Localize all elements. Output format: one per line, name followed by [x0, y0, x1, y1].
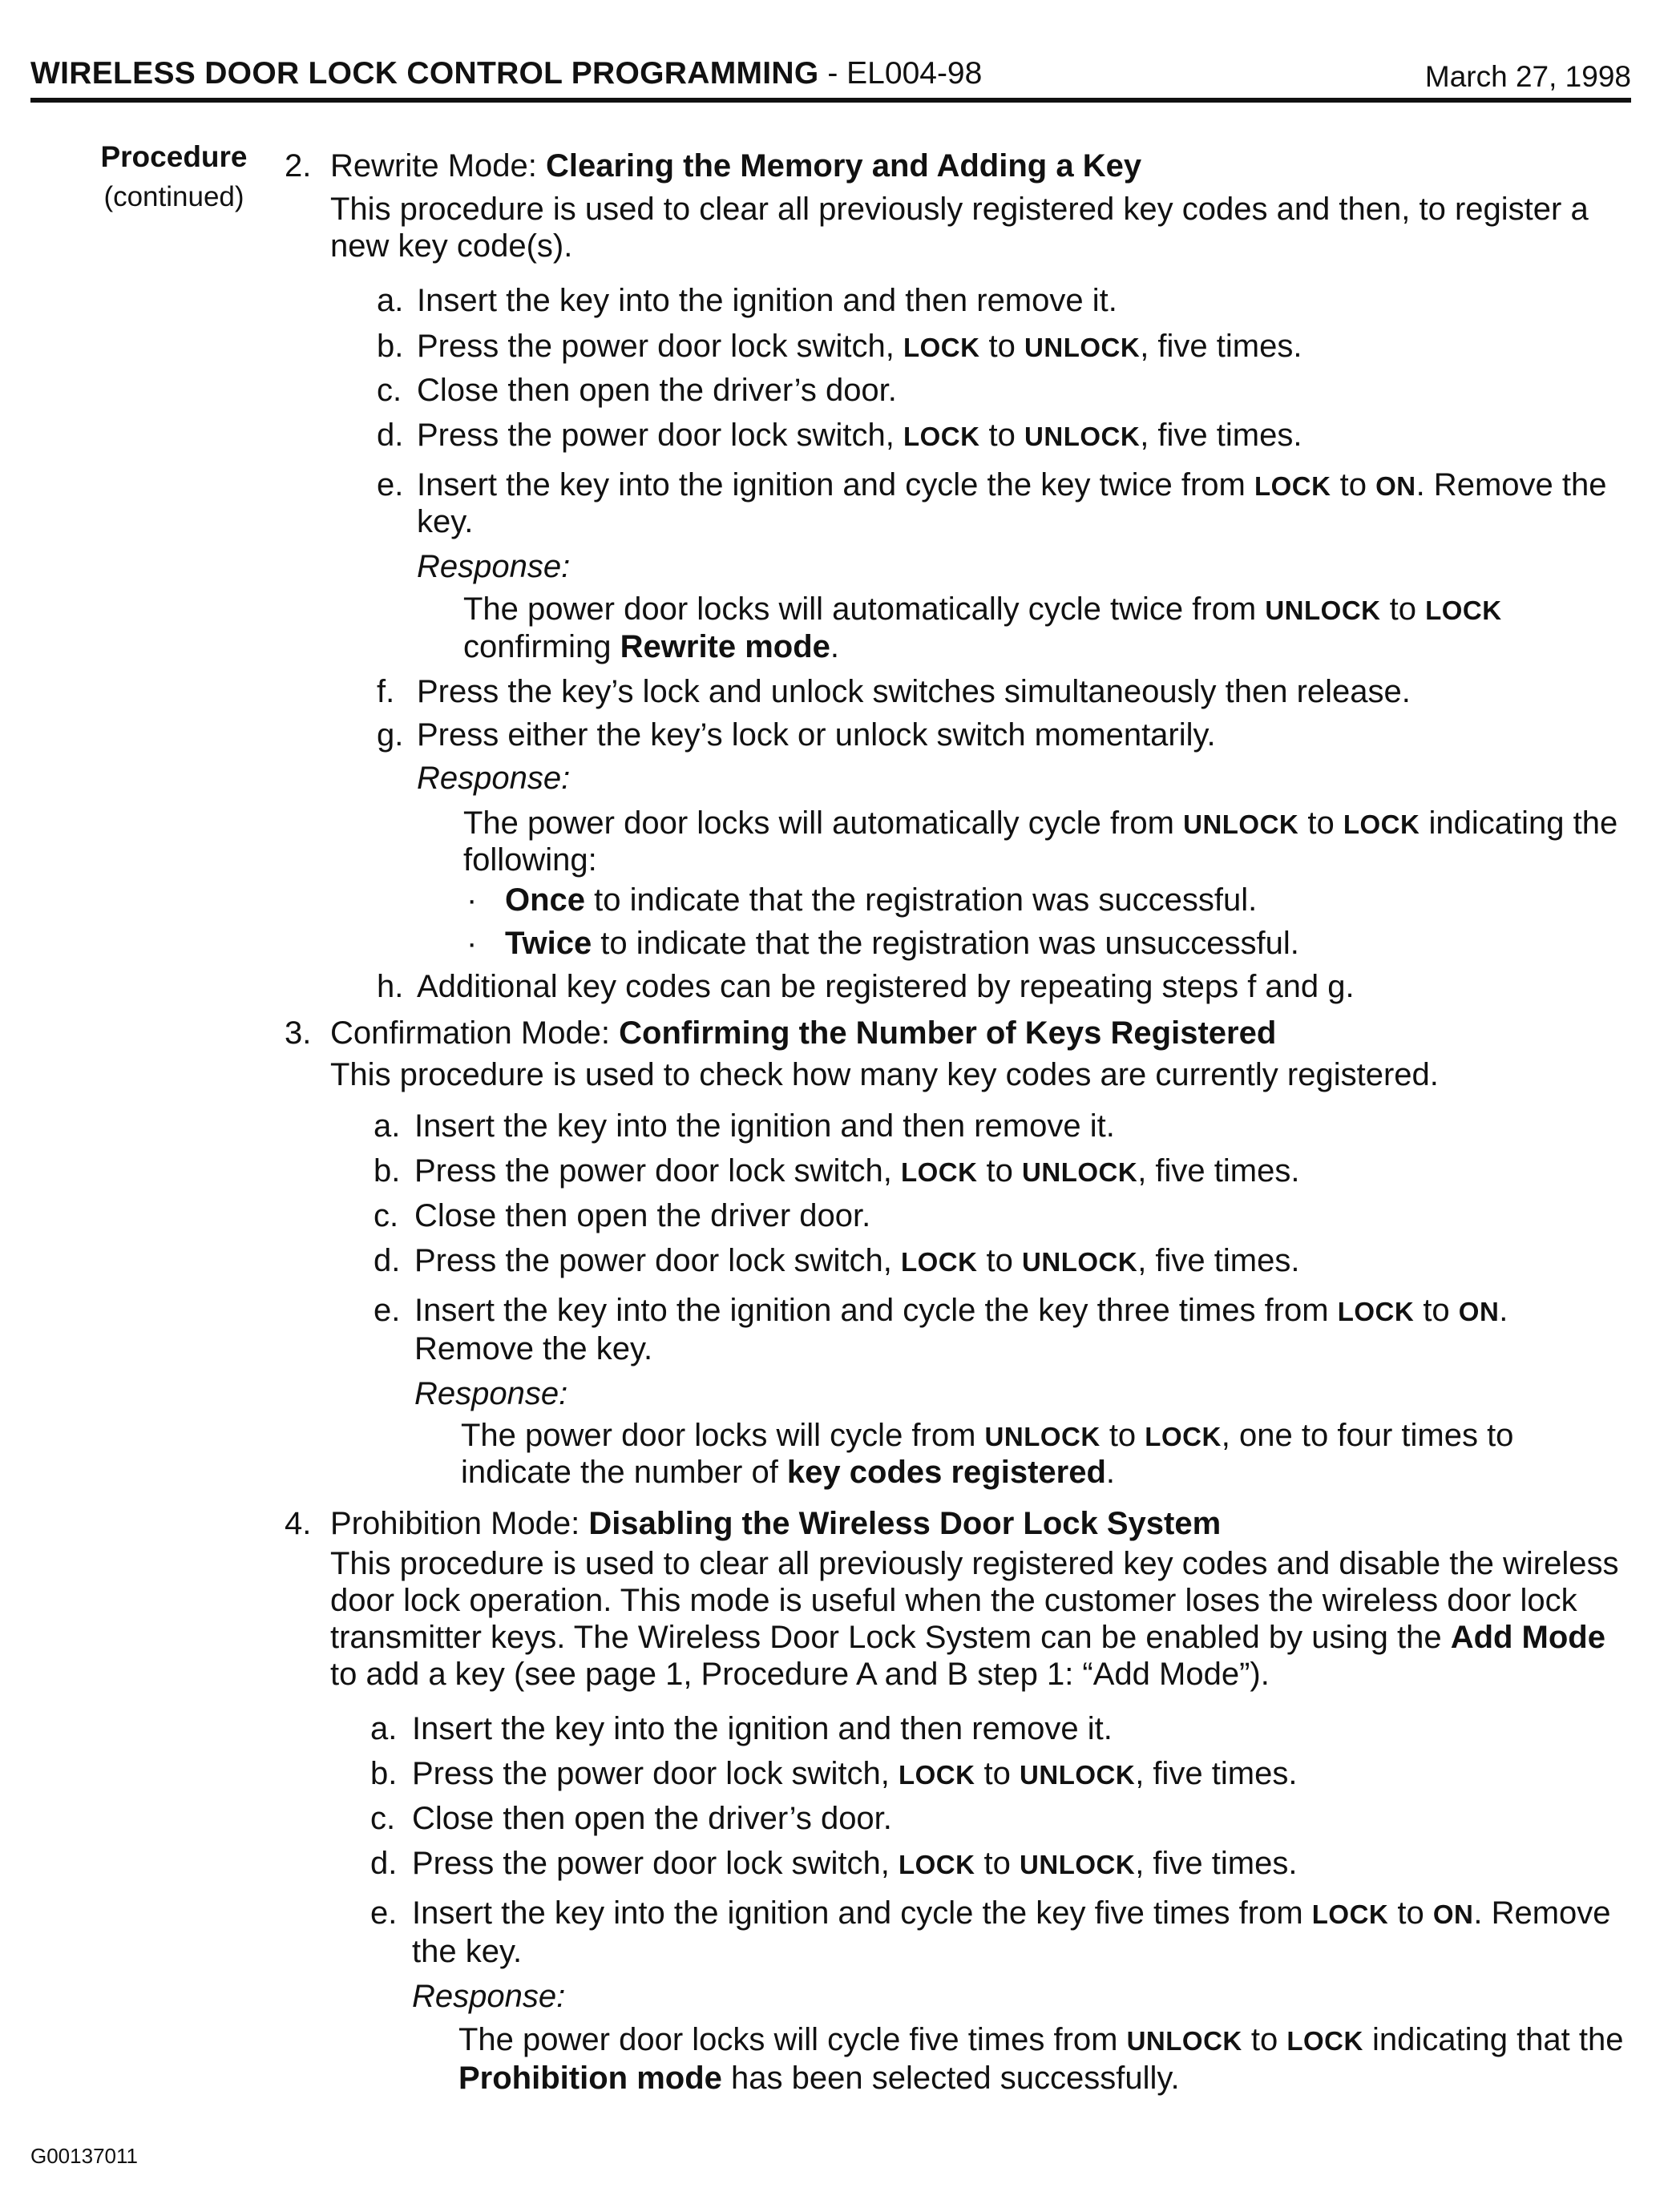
desc-text: transmitter keys. The Wireless Door Lock System can be enabled by using the — [330, 1620, 1451, 1655]
response-text: The power door locks will cycle from — [461, 1418, 976, 1453]
kw-unlock: UNLOCK — [1183, 809, 1299, 839]
step-letter: e. — [370, 1895, 398, 1931]
step-letter: c. — [374, 1198, 399, 1233]
section-4-desc-line4: to add a key (see page 1, Procedure A and B step 1: “Add Mode”). — [330, 1657, 1270, 1692]
prohibition-mode-text: Prohibition mode — [458, 2061, 722, 2096]
page-footer-code: G00137011 — [30, 2144, 138, 2168]
bullet: · — [466, 882, 478, 918]
step-letter: h. — [377, 969, 404, 1004]
step-text: to — [977, 1153, 1023, 1189]
s2-response-line2 — [463, 625, 839, 668]
s3-response-line2 — [461, 1451, 1115, 1494]
section-3-mode: Confirmation Mode: — [330, 1015, 620, 1051]
section-2-desc-line1: This procedure is used to clear all previously registered key codes and then, to register a — [330, 192, 1589, 227]
response-text: indicating the — [1420, 805, 1618, 841]
section-3-title: Confirming the Number of Keys Registered — [619, 1015, 1277, 1051]
response-text: confirming — [463, 629, 620, 664]
s2-step-h: Additional key codes can be registered by repeating steps f and g. — [417, 969, 1355, 1004]
section-2-number: 2. — [285, 148, 312, 184]
kw-on: ON — [1458, 1297, 1500, 1326]
step-text: Insert the key into the ignition and cycle the key five times from — [412, 1895, 1303, 1931]
kw-on: ON — [1375, 471, 1416, 501]
s4-response-line2 — [458, 2057, 1180, 2100]
s2-g-response-line1 — [463, 801, 1617, 846]
document-date: March 27, 1998 — [1424, 60, 1631, 93]
twice-text: Twice — [505, 926, 592, 961]
kw-lock: LOCK — [900, 1157, 978, 1187]
response-text: to — [1100, 1418, 1145, 1453]
document-code: - EL004-98 — [818, 56, 983, 91]
key-codes-registered-text: key codes registered — [786, 1455, 1106, 1490]
step-text: , five times. — [1140, 329, 1302, 364]
step-text: to — [975, 1756, 1020, 1791]
section-2-title: Clearing the Memory and Adding a Key — [545, 148, 1142, 184]
s2-step-b — [417, 325, 1302, 369]
s2-step-a: Insert the key into the ignition and then remove it. — [417, 283, 1117, 318]
step-text: Press the power door lock switch, — [412, 1846, 890, 1881]
s3-response-label: Response: — [414, 1376, 568, 1411]
step-text: . — [1499, 1293, 1508, 1328]
s4-step-d — [412, 1842, 1297, 1887]
kw-lock: LOCK — [898, 1850, 975, 1879]
s2-g-response-line2: following: — [463, 842, 597, 878]
step-text: Press the power door lock switch, — [412, 1756, 890, 1791]
step-text: . Remove the — [1416, 467, 1607, 503]
kw-lock: LOCK — [1254, 471, 1331, 501]
step-letter: f. — [377, 674, 395, 709]
kw-lock: LOCK — [1286, 2026, 1363, 2056]
step-letter: g. — [377, 717, 404, 753]
response-text: The power door locks will cycle five times from — [458, 2022, 1118, 2057]
section-4-desc-line1: This procedure is used to clear all previously registered key codes and disable the wireless — [330, 1546, 1619, 1581]
section-3-desc: This procedure is used to check how many key codes are currently registered. — [330, 1057, 1439, 1092]
section-4-title: Disabling the Wireless Door Lock System — [588, 1506, 1222, 1541]
section-2-mode: Rewrite Mode: — [330, 148, 546, 184]
kw-lock: LOCK — [1343, 809, 1420, 839]
sidebar-label — [90, 138, 258, 216]
response-text: to — [1242, 2022, 1287, 2057]
s4-step-a: Insert the key into the ignition and then remove it. — [412, 1711, 1113, 1746]
step-text: Press the power door lock switch, — [417, 418, 895, 453]
procedure-label: Procedure — [100, 140, 248, 173]
step-text: Press the power door lock switch, — [414, 1243, 892, 1278]
kw-unlock: UNLOCK — [1022, 1157, 1138, 1187]
s2-step-e — [417, 463, 1606, 508]
kw-unlock: UNLOCK — [1022, 1247, 1138, 1277]
kw-unlock: UNLOCK — [1024, 333, 1141, 362]
kw-unlock: UNLOCK — [984, 1422, 1101, 1451]
response-text: indicate the number of — [461, 1455, 787, 1490]
step-text: to — [979, 329, 1025, 364]
step-text: to — [1414, 1293, 1459, 1328]
s3-step-e-line2: Remove the key. — [414, 1331, 653, 1366]
s2-step-f: Press the key’s lock and unlock switches simultaneously then release. — [417, 674, 1411, 709]
step-text: Press the power door lock switch, — [417, 329, 895, 364]
add-mode-text: Add Mode — [1450, 1620, 1605, 1655]
rewrite-mode-text: Rewrite mode — [620, 629, 830, 664]
step-letter: e. — [377, 467, 404, 503]
s2-response-label: Response: — [417, 549, 571, 584]
step-text: , five times. — [1137, 1243, 1300, 1278]
section-2-heading — [330, 144, 1141, 188]
document-title — [30, 50, 982, 98]
kw-lock: LOCK — [1337, 1297, 1415, 1326]
response-text: to — [1298, 805, 1343, 841]
step-text: Insert the key into the ignition and cycle the key twice from — [417, 467, 1246, 503]
response-text: . — [830, 629, 840, 664]
kw-lock: LOCK — [1145, 1422, 1222, 1451]
s2-step-d — [417, 414, 1302, 458]
page-header — [30, 50, 1631, 98]
response-text: to — [1380, 591, 1426, 627]
section-4-heading — [330, 1502, 1221, 1545]
s4-step-e-line2: the key. — [412, 1934, 523, 1969]
section-4-desc-line2: door lock operation. This mode is useful when the customer loses the wireless door lock — [330, 1583, 1577, 1618]
step-text: Press the power door lock switch, — [414, 1153, 892, 1189]
kw-lock: LOCK — [898, 1760, 975, 1790]
s4-response-label: Response: — [412, 1979, 566, 2014]
s2-step-g: Press either the key’s lock or unlock switch momentarily. — [417, 717, 1216, 753]
s3-step-a: Insert the key into the ignition and then remove it. — [414, 1108, 1115, 1144]
kw-lock: LOCK — [1425, 595, 1502, 625]
kw-unlock: UNLOCK — [1126, 2026, 1242, 2056]
s2-step-e-line2: key. — [417, 504, 474, 539]
step-letter: c. — [370, 1801, 396, 1836]
step-letter: a. — [374, 1108, 401, 1144]
step-text: , five times. — [1135, 1756, 1298, 1791]
kw-lock: LOCK — [903, 333, 980, 362]
continued-label: (continued) — [103, 181, 244, 212]
response-text: The power door locks will automatically cycle from — [463, 805, 1174, 841]
kw-lock: LOCK — [1311, 1899, 1389, 1929]
response-text: . — [1105, 1455, 1116, 1490]
kw-lock: LOCK — [903, 422, 980, 451]
once-text: Once — [505, 882, 586, 918]
step-text: to — [1331, 467, 1376, 503]
step-letter: d. — [370, 1846, 398, 1881]
section-4-mode: Prohibition Mode: — [330, 1506, 589, 1541]
step-letter: a. — [370, 1711, 398, 1746]
bullet-once — [505, 878, 1257, 922]
s4-step-e — [412, 1891, 1611, 1936]
s4-step-c: Close then open the driver’s door. — [412, 1801, 892, 1836]
step-letter: d. — [374, 1243, 401, 1278]
kw-on: ON — [1432, 1899, 1474, 1929]
response-text: indicating that the — [1363, 2022, 1624, 2057]
step-letter: c. — [377, 373, 402, 408]
s2-g-response-label: Response: — [417, 761, 571, 796]
step-text: , five times. — [1137, 1153, 1300, 1189]
step-text: , five times. — [1135, 1846, 1298, 1881]
kw-unlock: UNLOCK — [1024, 422, 1141, 451]
step-letter: d. — [377, 418, 404, 453]
s2-step-c: Close then open the driver’s door. — [417, 373, 897, 408]
header-rule — [30, 98, 1631, 103]
step-letter: b. — [374, 1153, 401, 1189]
response-text: has been selected successfully. — [721, 2061, 1180, 2096]
step-text: to — [977, 1243, 1023, 1278]
step-text: to — [1388, 1895, 1433, 1931]
bullet-text: to indicate that the registration was successful. — [585, 882, 1258, 918]
section-3-number: 3. — [285, 1015, 312, 1051]
s3-step-c: Close then open the driver door. — [414, 1198, 871, 1233]
step-text: . Remove — [1473, 1895, 1611, 1931]
s4-step-b — [412, 1752, 1297, 1797]
section-3-heading — [330, 1011, 1276, 1055]
step-letter: b. — [370, 1756, 398, 1791]
bullet-text: to indicate that the registration was unsuccessful. — [592, 926, 1299, 961]
title-main: WIRELESS DOOR LOCK CONTROL PROGRAMMING — [30, 56, 819, 91]
kw-unlock: UNLOCK — [1020, 1850, 1136, 1879]
s3-step-d — [414, 1239, 1299, 1284]
s3-step-b — [414, 1149, 1299, 1194]
bullet-twice — [505, 922, 1299, 965]
step-text: Insert the key into the ignition and cycle the key three times from — [414, 1293, 1329, 1328]
step-text: to — [975, 1846, 1020, 1881]
step-text: to — [979, 418, 1025, 453]
kw-unlock: UNLOCK — [1020, 1760, 1136, 1790]
kw-unlock: UNLOCK — [1265, 595, 1381, 625]
step-letter: e. — [374, 1293, 401, 1328]
step-text: , five times. — [1140, 418, 1302, 453]
step-letter: b. — [377, 329, 404, 364]
step-letter: a. — [377, 283, 404, 318]
kw-lock: LOCK — [900, 1247, 978, 1277]
response-text: The power door locks will automatically cycle twice from — [463, 591, 1257, 627]
section-2-desc-line2: new key code(s). — [330, 228, 573, 264]
bullet: · — [466, 926, 478, 961]
response-text: , one to four times to — [1221, 1418, 1514, 1453]
section-4-number: 4. — [285, 1506, 312, 1541]
